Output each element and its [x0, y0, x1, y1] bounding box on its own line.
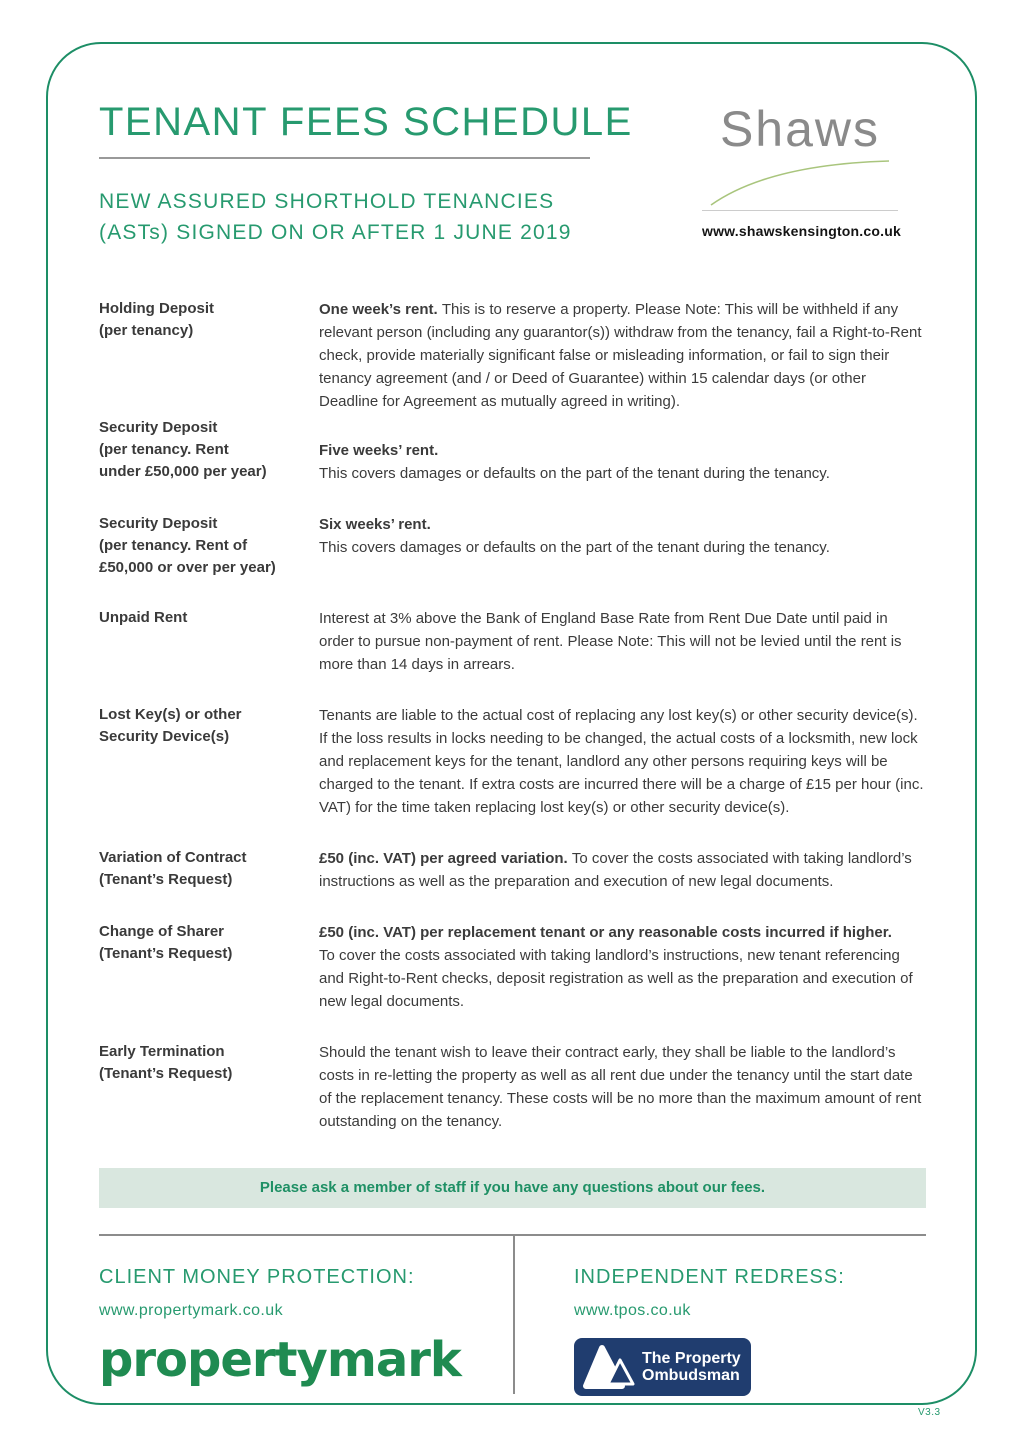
- fee-label: Change of Sharer (Tenant’s Request): [99, 923, 233, 962]
- fee-lead: £50 (inc. VAT) per agreed variation.: [319, 850, 572, 867]
- fee-description: [319, 921, 926, 1013]
- document-border: [46, 42, 977, 1405]
- tpo-logo-line-1: The Property: [642, 1350, 741, 1367]
- fee-label: Security Deposit (per tenancy. Rent under £50,000 per year): [99, 419, 267, 480]
- page-subtitle: [99, 186, 659, 248]
- notice-banner: Please ask a member of staff if you have any questions about our fees.: [99, 1168, 926, 1208]
- fee-label: Unpaid Rent: [99, 609, 188, 626]
- fee-row: [99, 513, 926, 579]
- propertymark-link[interactable]: www.propertymark.co.uk: [99, 1302, 283, 1319]
- version-label: V3.3: [918, 1407, 941, 1418]
- fee-row: [99, 704, 926, 819]
- fee-text: Should the tenant wish to leave their contract early, they shall be liable to the landlord’s costs in re-letting the property as well as all rent due under the tenancy until the start date of the replacement tenancy. These costs will be no more than the maximum amount of rent outstanding on the tenancy.: [319, 1044, 922, 1130]
- fee-text: This is to reserve a property. Please Note: This will be withheld if any relevant person (including any guarantor(s)) withdraw from the tenancy, fail a Right-to-Rent check, provide materially significant false or misleading information, or fail to sign their tenancy agreement (and / or Deed of Guarantee) within 15 calendar days (or other Deadline for Agreement as mutually agreed in writing).: [319, 301, 922, 410]
- subtitle-line-2: (ASTs) SIGNED ON OR AFTER 1 JUNE 2019: [99, 221, 572, 244]
- fee-row: [99, 921, 926, 1013]
- document-header: [99, 100, 926, 248]
- fee-row: [99, 607, 926, 676]
- fee-table: [99, 298, 926, 1133]
- document-footer: [99, 1236, 926, 1396]
- fee-text: To cover the costs associated with taking landlord’s instructions as well as the preparation and execution of new legal documents.: [319, 850, 912, 890]
- propertymark-logo: propertymark: [99, 1332, 461, 1388]
- fee-description: [319, 298, 926, 413]
- fee-description: [319, 704, 926, 819]
- fee-lead: Five weeks’ rent.: [319, 442, 439, 459]
- fee-description: [319, 513, 926, 579]
- fee-lead: £50 (inc. VAT) per replacement tenant or any reasonable costs incurred if higher.: [319, 924, 892, 941]
- fee-text: Tenants are liable to the actual cost of replacing any lost key(s) or other security device(s). If the loss results in locks needing to be changed, the actual costs of a locksmith, new lock and replacement keys for the tenant, landlord any other persons requiring keys will be charged to the tenant. If extra costs are incurred there will be a charge of £15 per hour (inc. VAT) for the time taken replacing lost key(s) or other security device(s).: [319, 707, 924, 816]
- fee-text: Interest at 3% above the Bank of England Base Rate from Rent Due Date until paid in order to pursue non-payment of rent. Please Note: This will not be levied until the rent is more than 14 days in arrears.: [319, 610, 902, 673]
- brand-block: [702, 100, 901, 239]
- independent-redress-heading: INDEPENDENT REDRESS:: [574, 1266, 845, 1288]
- fee-text: To cover the costs associated with taking landlord’s instructions, new tenant referencing and Right-to-Rent checks, deposit registration as well as the preparation and execution of new legal documents.: [319, 947, 913, 1010]
- fee-description: [319, 847, 926, 893]
- fee-row: [99, 298, 926, 413]
- shaws-logo: Shaws: [719, 101, 881, 157]
- title-block: [99, 100, 659, 248]
- subtitle-line-1: NEW ASSURED SHORTHOLD TENANCIES: [99, 190, 555, 213]
- fee-text: This covers damages or defaults on the part of the tenant during the tenancy.: [319, 465, 830, 482]
- tpo-logo-text: [642, 1350, 741, 1384]
- fee-lead: One week’s rent.: [319, 301, 442, 318]
- fee-description: [319, 417, 926, 485]
- fee-label: Variation of Contract (Tenant’s Request): [99, 849, 247, 888]
- tpo-triangle-icon: [582, 1343, 638, 1391]
- fee-row: [99, 847, 926, 893]
- tpos-link[interactable]: www.tpos.co.uk: [574, 1302, 691, 1319]
- fee-label: Early Termination (Tenant’s Request): [99, 1043, 233, 1082]
- independent-redress-section: [515, 1236, 926, 1396]
- tpo-logo-line-2: Ombudsman: [642, 1367, 740, 1384]
- fee-lead: Six weeks’ rent.: [319, 516, 431, 533]
- fee-text: This covers damages or defaults on the part of the tenant during the tenancy.: [319, 539, 830, 556]
- fee-label: Holding Deposit (per tenancy): [99, 300, 214, 339]
- client-money-protection-heading: CLIENT MONEY PROTECTION:: [99, 1266, 415, 1288]
- fee-label: Lost Key(s) or other Security Device(s): [99, 706, 242, 745]
- page-title: TENANT FEES SCHEDULE: [99, 100, 633, 144]
- fee-description: [319, 1041, 926, 1133]
- fee-row: [99, 1041, 926, 1133]
- tpo-logo: [574, 1338, 751, 1396]
- fee-label: Security Deposit (per tenancy. Rent of £50,000 or over per year): [99, 515, 276, 576]
- fee-row: [99, 417, 926, 485]
- fee-description: [319, 607, 926, 676]
- brand-website-link[interactable]: www.shawskensington.co.uk: [702, 223, 901, 239]
- client-money-protection-section: [99, 1236, 513, 1396]
- logo-divider: [702, 210, 898, 211]
- swoosh-icon: [705, 158, 895, 208]
- title-divider: [99, 157, 590, 159]
